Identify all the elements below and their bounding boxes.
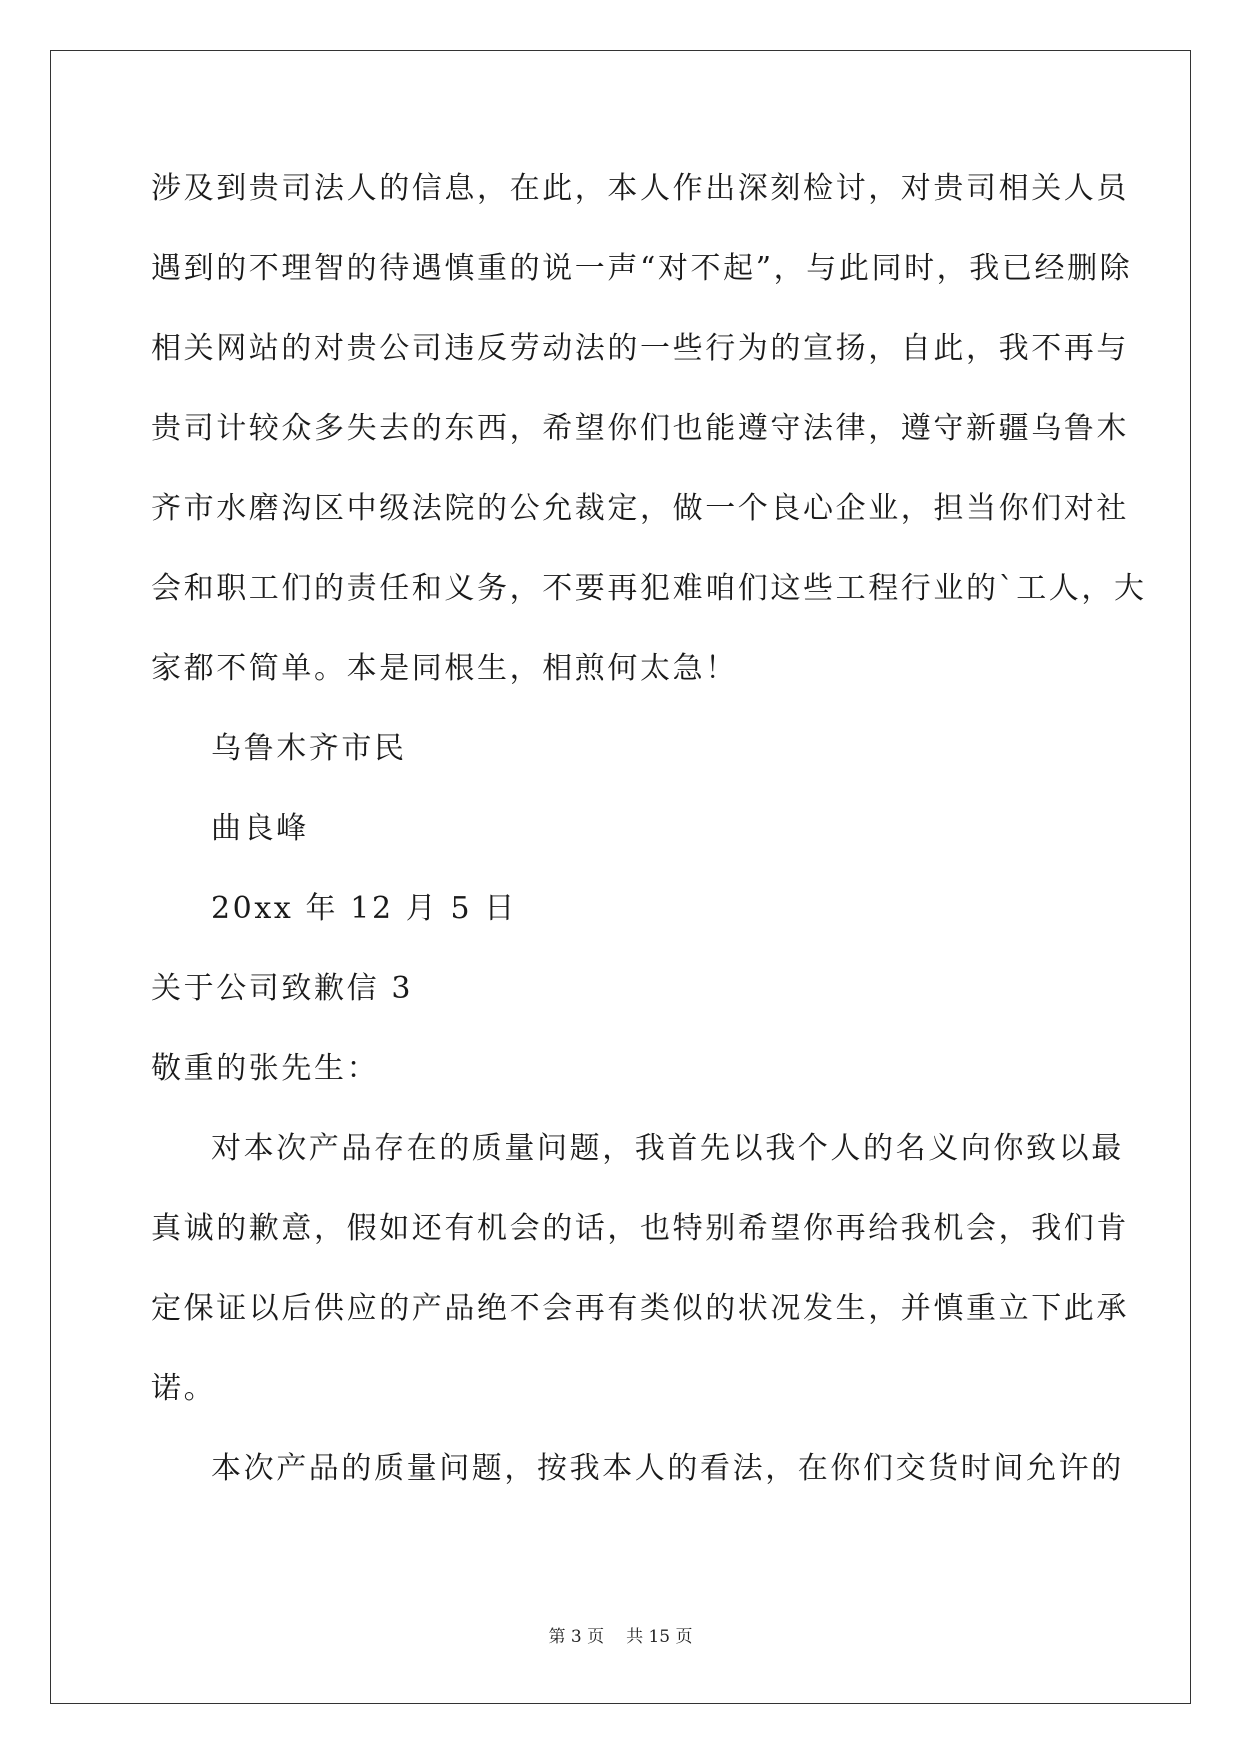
section-title: 关于公司致歉信 3 <box>151 971 414 1006</box>
current-page-label: 第 3 页 <box>548 1627 605 1647</box>
body-line: 相关网站的对贵公司违反劳动法的一些行为的宣扬，自此，我不再与 <box>151 331 1129 366</box>
signature-date: 20xx 年 12 月 5 日 <box>211 891 517 926</box>
body-line: 对本次产品存在的质量问题，我首先以我个人的名义向你致以最 <box>211 1131 1124 1166</box>
body-line: 诺。 <box>151 1371 217 1406</box>
body-line: 齐市水磨沟区中级法院的公允裁定，做一个良心企业，担当你们对社 <box>151 491 1129 526</box>
body-line: 真诚的歉意，假如还有机会的话，也特别希望你再给我机会，我们肯 <box>151 1211 1129 1246</box>
page-footer <box>0 1622 1241 1647</box>
body-line: 本次产品的质量问题，按我本人的看法，在你们交货时间允许的 <box>211 1451 1124 1486</box>
body-line: 家都不简单。本是同根生，相煎何太急！ <box>151 651 738 686</box>
document-body <box>151 158 1147 1518</box>
salutation: 敬重的张先生： <box>151 1051 380 1086</box>
total-pages-label: 共 15 页 <box>626 1627 693 1647</box>
body-line: 涉及到贵司法人的信息，在此，本人作出深刻检讨，对贵司相关人员 <box>151 171 1129 206</box>
body-line: 遇到的不理智的待遇慎重的说一声“对不起”，与此同时，我已经删除 <box>151 251 1133 286</box>
body-line: 定保证以后供应的产品绝不会再有类似的状况发生，并慎重立下此承 <box>151 1291 1129 1326</box>
signature-name: 曲良峰 <box>211 811 309 846</box>
body-line: 贵司计较众多失去的东西，希望你们也能遵守法律，遵守新疆乌鲁木 <box>151 411 1129 446</box>
body-line: 会和职工们的责任和义务，不要再犯难咱们这些工程行业的`工人，大 <box>151 571 1147 606</box>
signature-place: 乌鲁木齐市民 <box>211 731 407 766</box>
